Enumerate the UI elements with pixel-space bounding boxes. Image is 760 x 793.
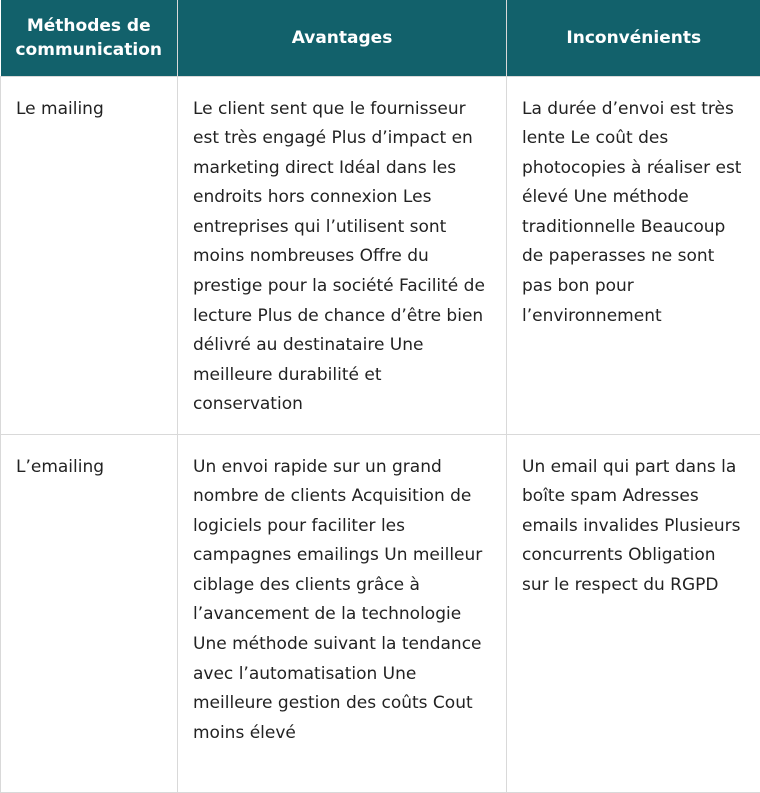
method-cell: L’emailing <box>1 434 178 792</box>
disadvantages-cell: La durée d’envoi est très lente Le coût des photocopies à réaliser est élevé Une méthode traditionnelle Beaucoup de paperasses ne sont pas bon pour l’environnement <box>507 76 760 434</box>
table-row <box>1 76 760 434</box>
advantages-cell: Le client sent que le fournisseur est très engagé Plus d’impact en marketing direct Idéal dans les endroits hors connexion Les entreprises qui l’utilisent sont moins nombreuses Offre du prestige pour la société Facilité de lecture Plus de chance d’être bien délivré au destinataire Une meilleure durabilité et conservation <box>178 76 507 434</box>
advantages-cell: Un envoi rapide sur un grand nombre de clients Acquisition de logiciels pour faciliter les campagnes emailings Un meilleur ciblage des clients grâce à l’avancement de la technologie Une méthode suivant la tendance avec l’automatisation Une meilleure gestion des coûts Cout moins élevé <box>178 434 507 792</box>
table-header <box>1 0 760 76</box>
table-row <box>1 434 760 792</box>
method-cell: Le mailing <box>1 76 178 434</box>
header-advantages: Avantages <box>178 0 507 76</box>
disadvantages-cell: Un email qui part dans la boîte spam Adresses emails invalides Plusieurs concurrents Obligation sur le respect du RGPD <box>507 434 760 792</box>
header-disadvantages: Inconvénients <box>507 0 760 76</box>
header-methods: Méthodes de communication <box>1 0 178 76</box>
header-row <box>1 0 760 76</box>
table-body <box>1 76 760 792</box>
